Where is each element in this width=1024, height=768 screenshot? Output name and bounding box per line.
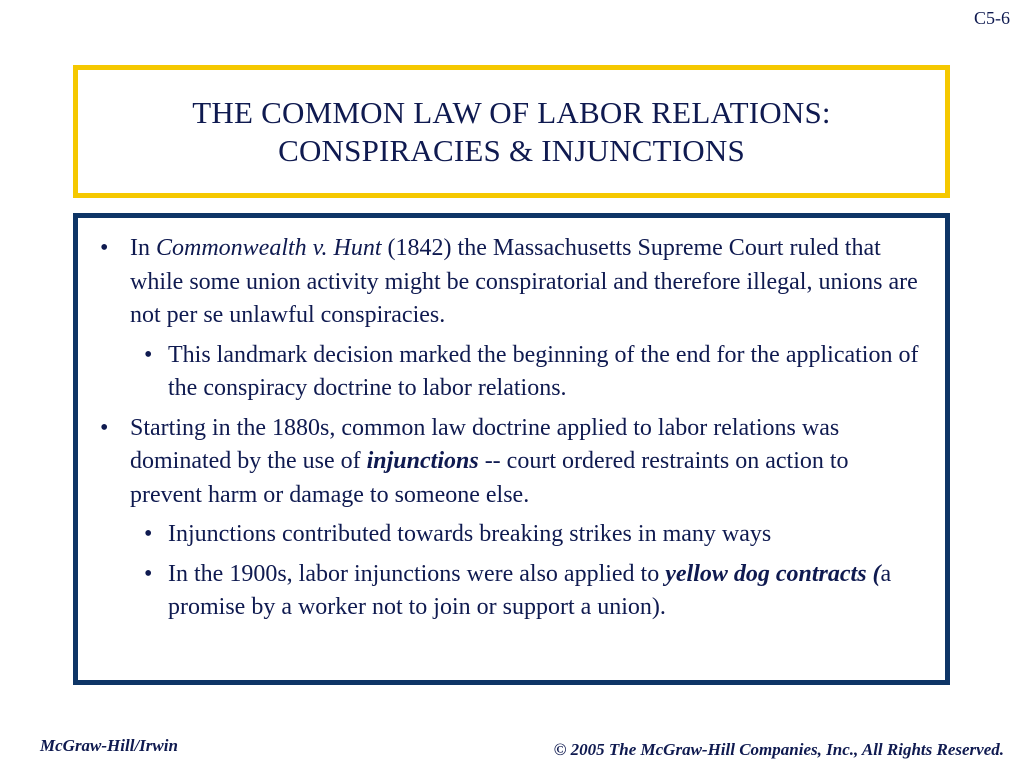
bullet-text: (1842) the Massachusetts Supreme Court ruled that while some union activity might be conspiratorial and therefore illegal, unions are not per se unlawful conspiracies. [130, 235, 918, 328]
sub-bullet-text: Injunctions contributed towards breaking strikes in many ways [168, 521, 772, 547]
key-term: injunctions [366, 448, 479, 474]
slide-title [192, 94, 830, 170]
copyright-notice: © 2005 The McGraw-Hill Companies, Inc., All Rights Reserved. [553, 740, 1004, 759]
case-name: Commonwealth v. Hunt [156, 235, 382, 261]
sub-bullet-text: In the 1900s, labor injunctions were also applied to [168, 560, 666, 587]
bullet-icon: • [144, 560, 153, 587]
title-line-2: CONSPIRACIES & INJUNCTIONS [278, 132, 745, 168]
sub-bullet-item [138, 558, 925, 625]
key-term: yellow dog contracts ( [665, 560, 881, 587]
bullet-item [92, 412, 925, 625]
sub-bullet-item [138, 518, 925, 552]
bullet-item [92, 232, 925, 406]
sub-bullet-item [138, 339, 925, 406]
content-box [73, 213, 950, 685]
bullet-icon: • [100, 414, 109, 441]
sub-bullet-list [130, 518, 925, 625]
sub-bullet-text: This landmark decision marked the beginning of the end for the application of the conspiracy doctrine to labor relations. [168, 341, 919, 401]
sub-bullet-list [130, 339, 925, 406]
bullet-text: -- court ordered restraints on action to prevent harm or damage to someone else. [130, 448, 849, 508]
bullet-list [78, 218, 945, 625]
slide-number: C5-6 [974, 8, 1010, 28]
bullet-icon: • [100, 235, 109, 261]
publisher-label: McGraw-Hill/Irwin [40, 736, 178, 755]
bullet-icon: • [144, 521, 153, 547]
title-box [73, 65, 950, 198]
title-line-1: THE COMMON LAW OF LABOR RELATIONS: [192, 94, 831, 130]
bullet-text: Starting in the 1880s, common law doctrine applied to labor relations was dominated by the use of [130, 414, 840, 474]
bullet-text: In [130, 235, 156, 261]
sub-bullet-text: a promise by a worker not to join or support a union). [168, 560, 892, 620]
bullet-icon: • [144, 341, 153, 368]
